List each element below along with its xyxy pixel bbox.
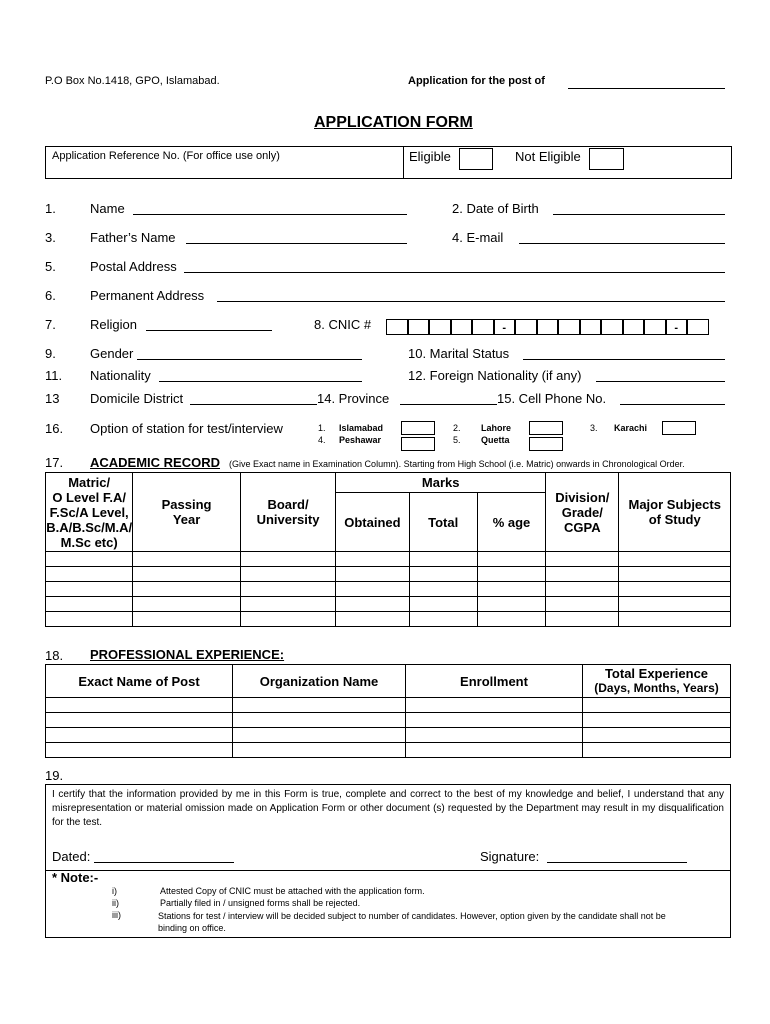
dob-label: 2. Date of Birth xyxy=(452,201,539,216)
not-eligible-checkbox[interactable] xyxy=(589,148,624,170)
certification-text: I certify that the information provided by me in this Form is true, complete and correct to the best of my knowledge and belief, I understand that any misrepresentation or material omission made on Application Form or other document (s) requested by the Department may result in my disqualification for the test. xyxy=(52,789,724,828)
cnic-digit-box[interactable] xyxy=(408,319,430,335)
experience-row xyxy=(46,728,731,743)
table-cell[interactable] xyxy=(406,743,583,758)
cnic-digit-box[interactable] xyxy=(644,319,666,335)
academic-row xyxy=(46,612,731,627)
cnic-digit-box[interactable] xyxy=(472,319,494,335)
foreign-nationality-label: 12. Foreign Nationality (if any) xyxy=(408,368,582,383)
field-number: 18. xyxy=(45,648,64,663)
col-division-header: Division/ Grade/ CGPA xyxy=(546,473,619,552)
table-cell[interactable] xyxy=(546,567,619,582)
station-number: 3. xyxy=(590,423,598,433)
table-cell[interactable] xyxy=(546,582,619,597)
station-peshawar-checkbox[interactable] xyxy=(401,437,435,451)
field-number: 7. xyxy=(45,317,56,332)
academic-row xyxy=(46,552,731,567)
academic-record-note: (Give Exact name in Examination Column). Starting from High School (i.e. Matric) onwards in Chronological Order. xyxy=(229,459,685,469)
field-number: 17. xyxy=(45,455,64,470)
table-cell[interactable] xyxy=(133,612,240,627)
table-cell[interactable] xyxy=(46,713,233,728)
name-input-line[interactable] xyxy=(133,214,407,215)
table-cell[interactable] xyxy=(233,713,406,728)
marital-status-label: 10. Marital Status xyxy=(408,346,510,361)
signature-input-line[interactable] xyxy=(547,862,687,863)
table-cell[interactable] xyxy=(546,597,619,612)
cnic-digit-box[interactable] xyxy=(451,319,473,335)
table-cell[interactable] xyxy=(409,552,477,567)
station-option-label: Option of station for test/interview xyxy=(90,421,283,436)
nationality-input-line[interactable] xyxy=(159,381,362,382)
note-text: Stations for test / interview will be decided subject to number of candidates. However, option given by the candidate shall not be binding on office. xyxy=(158,911,666,933)
field-number: 3. xyxy=(45,230,56,245)
cnic-digit-box[interactable] xyxy=(558,319,580,335)
table-cell[interactable] xyxy=(619,597,731,612)
station-quetta-label: Quetta xyxy=(481,435,510,445)
province-input-line[interactable] xyxy=(400,404,497,405)
table-cell[interactable] xyxy=(133,582,240,597)
office-use-box xyxy=(45,146,732,179)
dated-input-line[interactable] xyxy=(94,862,234,863)
station-number: 5. xyxy=(453,435,461,445)
gender-input-line[interactable] xyxy=(137,359,362,360)
table-cell[interactable] xyxy=(477,567,545,582)
station-number: 1. xyxy=(318,423,326,433)
col-board-header: Board/ University xyxy=(240,473,335,552)
table-cell[interactable] xyxy=(583,728,731,743)
not-eligible-label: Not Eligible xyxy=(515,149,581,164)
eligible-label: Eligible xyxy=(409,149,451,164)
eligible-checkbox[interactable] xyxy=(459,148,493,170)
table-cell[interactable] xyxy=(336,597,409,612)
cnic-digit-box[interactable] xyxy=(623,319,645,335)
father-name-input-line[interactable] xyxy=(186,243,407,244)
certification-box xyxy=(45,784,731,871)
father-name-label: Father’s Name xyxy=(90,230,176,245)
note-number: ii) xyxy=(112,898,119,908)
table-cell[interactable] xyxy=(240,552,335,567)
table-cell[interactable] xyxy=(133,567,240,582)
signature-label: Signature: xyxy=(480,849,540,864)
cell-phone-label: 15. Cell Phone No. xyxy=(497,391,607,406)
table-cell[interactable] xyxy=(546,612,619,627)
field-number: 5. xyxy=(45,259,56,274)
table-cell[interactable] xyxy=(46,698,233,713)
table-cell[interactable] xyxy=(406,728,583,743)
note-text: Partially filed in / unsigned forms shall be rejected. xyxy=(160,898,361,908)
table-cell[interactable] xyxy=(477,612,545,627)
col-exam-header: Matric/ O Level F.A/ F.Sc/A Level, B.A/B.Sc/M.A/ M.Sc etc) xyxy=(46,474,133,550)
table-cell[interactable] xyxy=(240,582,335,597)
domicile-input-line[interactable] xyxy=(190,404,317,405)
divider xyxy=(403,147,404,178)
col-obtained-header: Obtained xyxy=(336,493,409,552)
academic-record-title: ACADEMIC RECORD xyxy=(90,455,220,470)
notes-box xyxy=(45,869,731,938)
station-islamabad-checkbox[interactable] xyxy=(401,421,435,435)
table-cell[interactable] xyxy=(477,597,545,612)
station-peshawar-label: Peshawar xyxy=(339,435,382,445)
cnic-digit-box[interactable]: - xyxy=(494,319,516,335)
academic-row xyxy=(46,597,731,612)
field-number: 9. xyxy=(45,346,56,361)
table-cell[interactable] xyxy=(477,582,545,597)
table-cell[interactable] xyxy=(406,713,583,728)
station-islamabad-label: Islamabad xyxy=(339,423,384,433)
col-total-header: Total xyxy=(409,493,477,552)
table-cell[interactable] xyxy=(233,698,406,713)
experience-row xyxy=(46,698,731,713)
experience-row xyxy=(46,743,731,758)
station-quetta-checkbox[interactable] xyxy=(529,437,563,451)
table-cell[interactable] xyxy=(46,743,233,758)
table-cell[interactable] xyxy=(409,567,477,582)
table-cell[interactable] xyxy=(583,713,731,728)
col-passing-year-header: Passing Year xyxy=(133,473,240,552)
table-cell[interactable] xyxy=(409,612,477,627)
table-cell[interactable] xyxy=(336,612,409,627)
dated-label: Dated: xyxy=(52,849,91,864)
col-post-header: Exact Name of Post xyxy=(46,665,233,698)
province-label: 14. Province xyxy=(317,391,390,406)
field-number: 6. xyxy=(45,288,56,303)
table-cell[interactable] xyxy=(583,698,731,713)
post-label: Application for the post of xyxy=(408,75,545,87)
cnic-label: 8. CNIC # xyxy=(314,317,372,332)
table-cell[interactable] xyxy=(619,552,731,567)
field-number: 13 xyxy=(45,391,60,406)
cell-phone-input-line[interactable] xyxy=(620,404,725,405)
experience-row xyxy=(46,713,731,728)
total-experience-sub: (Days, Months, Years) xyxy=(594,681,719,695)
table-cell[interactable] xyxy=(233,743,406,758)
experience-table xyxy=(45,664,731,758)
foreign-nationality-input-line[interactable] xyxy=(596,381,725,382)
note-title: * Note:- xyxy=(52,870,99,885)
table-cell[interactable] xyxy=(133,552,240,567)
table-cell[interactable] xyxy=(409,582,477,597)
nationality-label: Nationality xyxy=(90,368,151,383)
table-cell[interactable] xyxy=(619,582,731,597)
field-number: 19. xyxy=(45,768,64,783)
page-title: APPLICATION FORM xyxy=(314,114,473,131)
table-cell[interactable] xyxy=(619,612,731,627)
table-cell[interactable] xyxy=(240,597,335,612)
col-percentage-header: % age xyxy=(477,493,545,552)
station-lahore-label: Lahore xyxy=(481,423,512,433)
table-cell[interactable] xyxy=(619,567,731,582)
station-number: 2. xyxy=(453,423,461,433)
table-cell[interactable] xyxy=(477,552,545,567)
table-cell[interactable] xyxy=(409,597,477,612)
station-karachi-label: Karachi xyxy=(614,423,648,433)
religion-label: Religion xyxy=(90,317,137,332)
postal-address-label: Postal Address xyxy=(90,259,177,274)
cnic-digit-box[interactable] xyxy=(429,319,451,335)
cnic-digit-box[interactable] xyxy=(537,319,559,335)
table-cell[interactable] xyxy=(240,567,335,582)
religion-input-line[interactable] xyxy=(146,330,272,331)
table-cell[interactable] xyxy=(336,567,409,582)
note-text: Attested Copy of CNIC must be attached with the application form. xyxy=(160,886,425,896)
po-box-address: P.O Box No.1418, GPO, Islamabad. xyxy=(45,75,220,87)
post-input-line[interactable] xyxy=(568,88,725,89)
field-number: 11. xyxy=(45,368,63,383)
ref-label: Application Reference No. (For office use only) xyxy=(52,150,280,162)
table-cell[interactable] xyxy=(546,552,619,567)
table-cell[interactable] xyxy=(46,728,233,743)
total-experience-label: Total Experience xyxy=(604,666,709,681)
table-cell[interactable] xyxy=(336,552,409,567)
table-cell[interactable] xyxy=(46,597,133,612)
academic-table xyxy=(45,472,731,627)
station-number: 4. xyxy=(318,435,326,445)
cnic-digit-box[interactable] xyxy=(580,319,602,335)
table-cell[interactable] xyxy=(406,698,583,713)
table-cell[interactable] xyxy=(133,597,240,612)
name-label: Name xyxy=(90,201,125,216)
permanent-address-input-line[interactable] xyxy=(217,301,725,302)
postal-address-input-line[interactable] xyxy=(184,272,725,273)
professional-experience-title: PROFESSIONAL EXPERIENCE: xyxy=(90,647,285,662)
note-number: iii) xyxy=(112,910,121,920)
cnic-digit-box[interactable]: - xyxy=(666,319,688,335)
table-cell[interactable] xyxy=(233,728,406,743)
cnic-digit-box[interactable] xyxy=(687,319,709,335)
table-cell[interactable] xyxy=(336,582,409,597)
cnic-digit-box[interactable] xyxy=(601,319,623,335)
field-number: 16. xyxy=(45,421,64,436)
col-enrollment-header: Enrollment xyxy=(406,665,583,698)
cnic-digit-box[interactable] xyxy=(386,319,408,335)
email-input-line[interactable] xyxy=(519,243,725,244)
cnic-digit-box[interactable] xyxy=(515,319,537,335)
col-marks-header: Marks xyxy=(336,473,546,493)
permanent-address-label: Permanent Address xyxy=(90,288,205,303)
dob-input-line[interactable] xyxy=(553,214,725,215)
marital-status-input-line[interactable] xyxy=(523,359,725,360)
col-organization-header: Organization Name xyxy=(233,665,406,698)
domicile-label: Domicile District xyxy=(90,391,184,406)
academic-row xyxy=(46,582,731,597)
gender-label: Gender xyxy=(90,346,134,361)
station-lahore-checkbox[interactable] xyxy=(529,421,563,435)
table-cell[interactable] xyxy=(46,552,133,567)
field-number: 1. xyxy=(45,201,56,216)
table-cell[interactable] xyxy=(46,582,133,597)
academic-row xyxy=(46,567,731,582)
table-cell[interactable] xyxy=(46,612,133,627)
col-total-experience-header xyxy=(583,665,731,698)
note-number: i) xyxy=(112,886,117,896)
table-cell[interactable] xyxy=(583,743,731,758)
table-cell[interactable] xyxy=(240,612,335,627)
email-label: 4. E-mail xyxy=(452,230,504,245)
station-karachi-checkbox[interactable] xyxy=(662,421,696,435)
col-major-subjects-header: Major Subjects of Study xyxy=(619,473,731,552)
table-cell[interactable] xyxy=(46,567,133,582)
